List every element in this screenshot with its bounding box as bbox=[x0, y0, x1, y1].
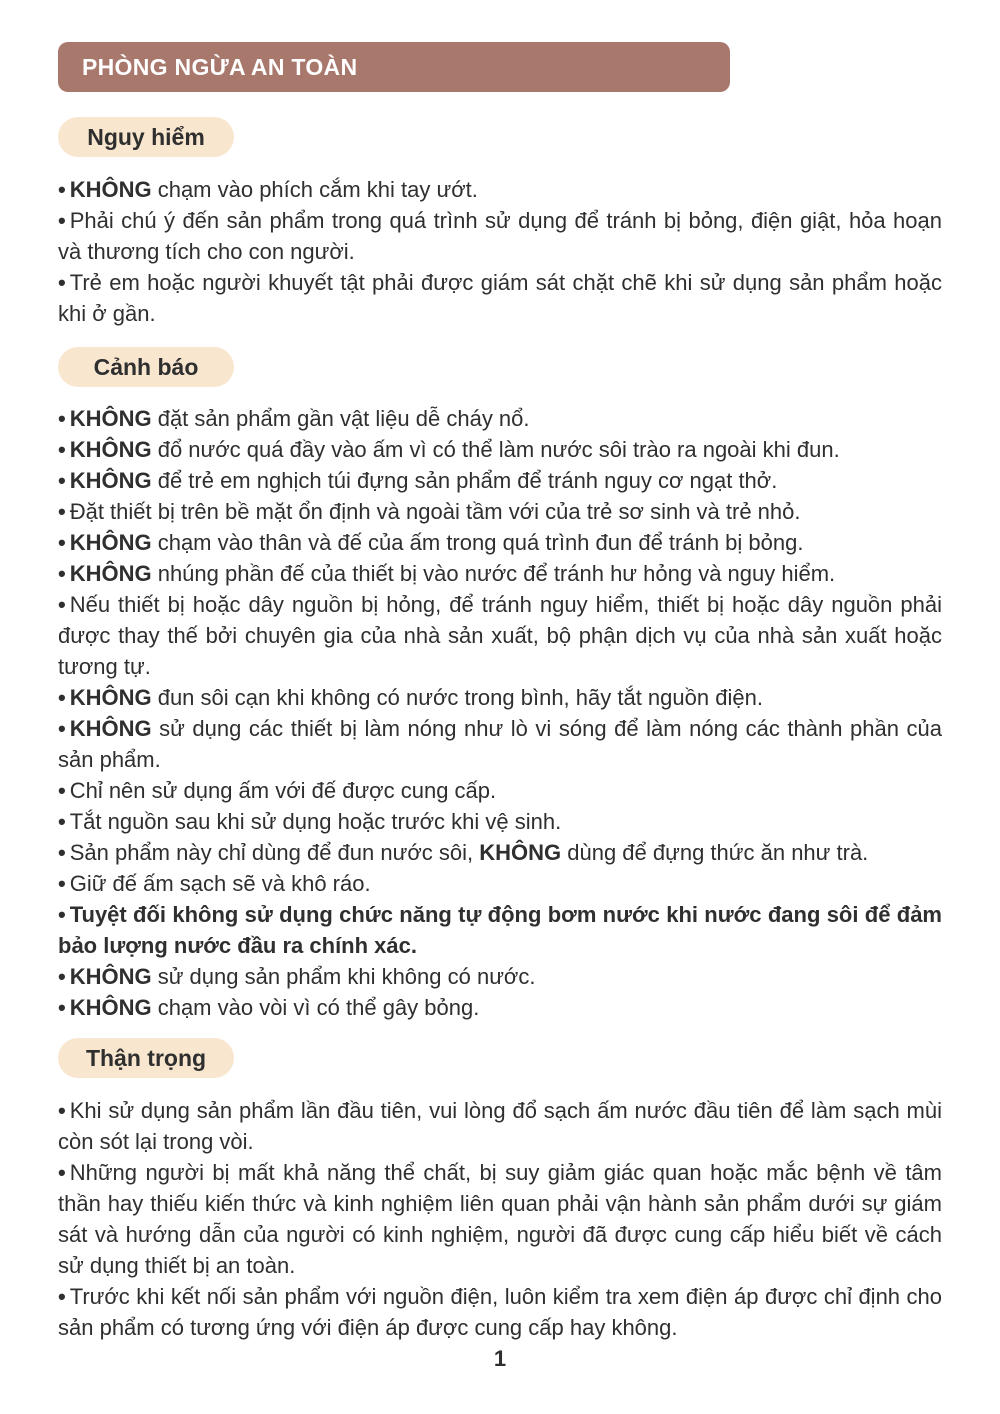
list-item: • KHÔNG sử dụng sản phẩm khi không có nước. bbox=[58, 964, 536, 989]
list-item: • Trước khi kết nối sản phẩm với nguồn điện, luôn kiểm tra xem điện áp được chỉ định cho sản phẩm có tương ứng với điện áp được cung cấp hay không. bbox=[58, 1284, 942, 1340]
bullet-icon: • bbox=[58, 995, 66, 1020]
list-item: • Chỉ nên sử dụng ấm với đế được cung cấp. bbox=[58, 778, 497, 803]
bullet-icon: • bbox=[58, 437, 66, 462]
list-item: • KHÔNG nhúng phần đế của thiết bị vào nước để tránh hư hỏng và nguy hiểm. bbox=[58, 561, 836, 586]
list-item: • Đặt thiết bị trên bề mặt ổn định và ngoài tầm với của trẻ sơ sinh và trẻ nhỏ. bbox=[58, 499, 801, 524]
list-item: • Khi sử dụng sản phẩm lần đầu tiên, vui lòng đổ sạch ấm nước đầu tiên để làm sạch mùi còn sót lại trong vòi. bbox=[58, 1098, 942, 1154]
caution-list bbox=[58, 1095, 942, 1343]
bullet-icon: • bbox=[58, 840, 66, 865]
section-label-warning: Cảnh báo bbox=[58, 347, 234, 387]
bullet-icon: • bbox=[58, 871, 66, 896]
bullet-icon: • bbox=[58, 561, 66, 586]
list-item: • Những người bị mất khả năng thể chất, bị suy giảm giác quan hoặc mắc bệnh về tâm thần hay thiếu kiến thức và kinh nghiệm liên quan phải vận hành sản phẩm dưới sự giám sát và hướng dẫn của người có kinh nghiệm, người đã được cung cấp hiểu biết về cách sử dụng thiết bị an toàn. bbox=[58, 1160, 942, 1278]
bullet-icon: • bbox=[58, 177, 66, 202]
list-item: • KHÔNG chạm vào thân và đế của ấm trong quá trình đun để tránh bị bỏng. bbox=[58, 530, 804, 555]
list-item: • KHÔNG đun sôi cạn khi không có nước trong bình, hãy tắt nguồn điện. bbox=[58, 685, 763, 710]
bullet-icon: • bbox=[58, 1160, 66, 1185]
section-label-caution: Thận trọng bbox=[58, 1038, 234, 1078]
bullet-icon: • bbox=[58, 592, 66, 617]
bullet-icon: • bbox=[58, 902, 66, 927]
list-item: • KHÔNG sử dụng các thiết bị làm nóng như lò vi sóng để làm nóng các thành phần của sản phẩm. bbox=[58, 716, 942, 772]
list-item: • KHÔNG chạm vào vòi vì có thể gây bỏng. bbox=[58, 995, 480, 1020]
list-item: • Sản phẩm này chỉ dùng để đun nước sôi, KHÔNG dùng để đựng thức ăn như trà. bbox=[58, 840, 869, 865]
bullet-icon: • bbox=[58, 685, 66, 710]
bullet-icon: • bbox=[58, 778, 66, 803]
bullet-icon: • bbox=[58, 716, 66, 741]
page-number: 1 bbox=[493, 1346, 507, 1371]
list-item: • Nếu thiết bị hoặc dây nguồn bị hỏng, để tránh nguy hiểm, thiết bị hoặc dây nguồn phải được thay thế bởi chuyên gia của nhà sản xuất, bộ phận dịch vụ của nhà sản xuất hoặc tương tự. bbox=[58, 592, 942, 679]
bullet-icon: • bbox=[58, 964, 66, 989]
warning-list bbox=[58, 403, 942, 1023]
list-item: • Tắt nguồn sau khi sử dụng hoặc trước khi vệ sinh. bbox=[58, 809, 562, 834]
page-header bbox=[58, 42, 730, 92]
danger-list bbox=[58, 174, 942, 329]
list-item: • Trẻ em hoặc người khuyết tật phải được giám sát chặt chẽ khi sử dụng sản phẩm hoặc khi ở gần. bbox=[58, 270, 942, 326]
bullet-icon: • bbox=[58, 530, 66, 555]
bullet-icon: • bbox=[58, 468, 66, 493]
section-label-danger: Nguy hiểm bbox=[58, 117, 234, 157]
page-title: PHÒNG NGỪA AN TOÀN bbox=[82, 54, 358, 80]
bullet-icon: • bbox=[58, 270, 66, 295]
list-item: • KHÔNG đặt sản phẩm gần vật liệu dễ cháy nổ. bbox=[58, 406, 530, 431]
list-item: • KHÔNG chạm vào phích cắm khi tay ướt. bbox=[58, 177, 478, 202]
bullet-icon: • bbox=[58, 1284, 66, 1309]
list-item: • Giữ đế ấm sạch sẽ và khô ráo. bbox=[58, 871, 371, 896]
bullet-icon: • bbox=[58, 1098, 66, 1123]
bullet-icon: • bbox=[58, 208, 66, 233]
list-item: • KHÔNG đổ nước quá đầy vào ấm vì có thể làm nước sôi trào ra ngoài khi đun. bbox=[58, 437, 840, 462]
bullet-icon: • bbox=[58, 809, 66, 834]
list-item: • KHÔNG để trẻ em nghịch túi đựng sản phẩm để tránh nguy cơ ngạt thở. bbox=[58, 468, 778, 493]
bullet-icon: • bbox=[58, 406, 66, 431]
list-item: • Tuyệt đối không sử dụng chức năng tự động bơm nước khi nước đang sôi để đảm bảo lượng nước đầu ra chính xác. bbox=[58, 902, 942, 958]
bullet-icon: • bbox=[58, 499, 66, 524]
list-item: • Phải chú ý đến sản phẩm trong quá trình sử dụng để tránh bị bỏng, điện giật, hỏa hoạn và thương tích cho con người. bbox=[58, 208, 942, 264]
